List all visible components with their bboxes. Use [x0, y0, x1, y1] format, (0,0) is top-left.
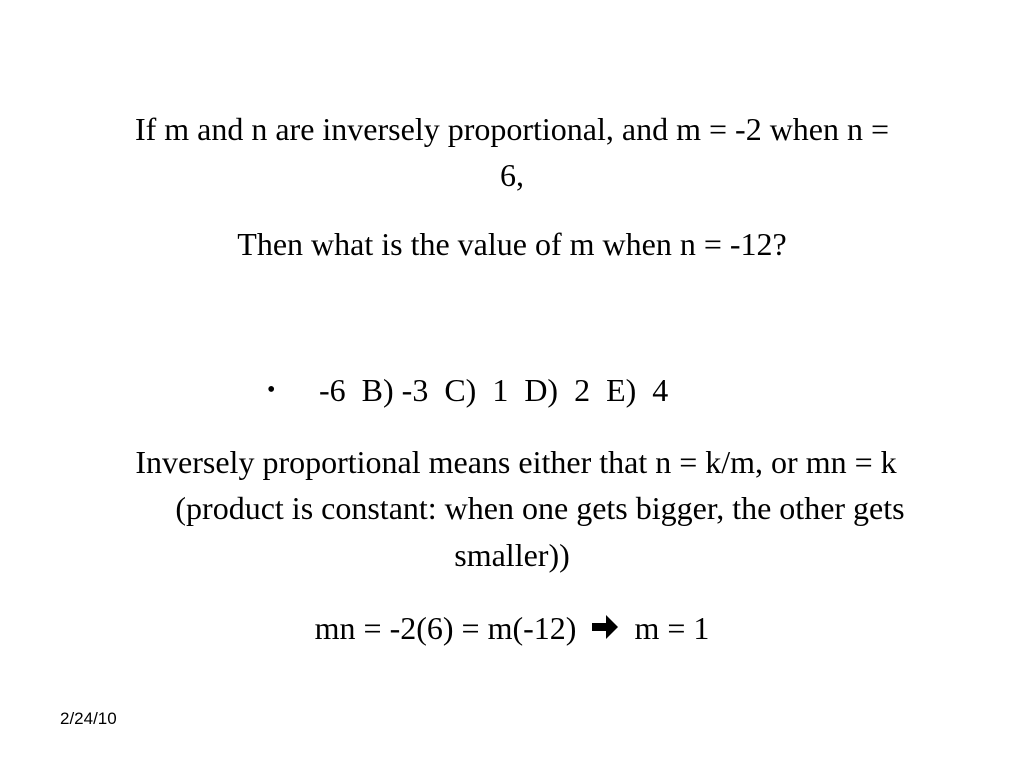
slide-date: 2/24/10	[60, 709, 117, 728]
question-line-2: 6,	[500, 157, 524, 193]
question-line-1: If m and n are inversely proportional, and m = -2 when n =	[134, 111, 890, 147]
answer-choices-text: -6 B) -3 C) 1 D) 2 E) 4	[319, 372, 669, 408]
explanation-line-3: smaller))	[454, 537, 570, 573]
explanation-line-2: (product is constant: when one gets bigger, the other gets	[175, 490, 905, 526]
bullet-icon: •	[267, 377, 276, 403]
equation-line	[30, 605, 994, 651]
equation-right: m = 1	[634, 610, 710, 646]
equation-left: mn = -2(6) = m(-12)	[314, 610, 577, 646]
explanation-line-1: Inversely proportional means either that n = k/m, or mn = k	[135, 444, 897, 480]
question-line-3: Then what is the value of m when n = -12?	[237, 226, 787, 262]
right-arrow-icon	[590, 609, 620, 641]
answer-choices	[267, 367, 668, 413]
